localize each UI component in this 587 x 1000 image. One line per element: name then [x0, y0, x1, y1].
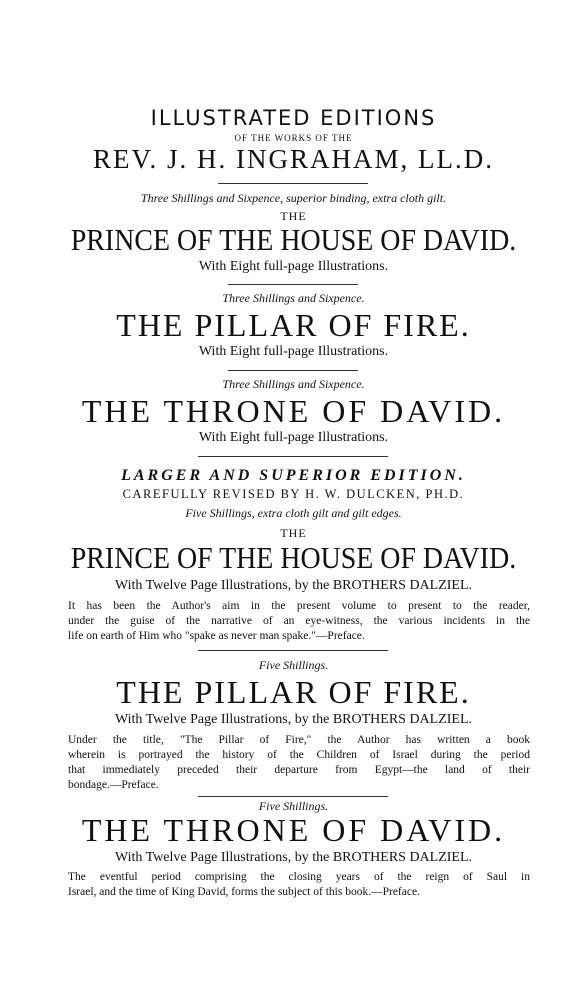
- book6-blurb: [68, 870, 530, 900]
- header-illustrated-editions: ILLUSTRATED EDITIONS: [150, 106, 437, 130]
- divider-rule: [198, 796, 388, 797]
- blurb-line: bondage.—Preface.: [68, 779, 159, 791]
- book1-illustrations: With Eight full-page Illustrations.: [198, 259, 389, 274]
- book4-illustrations: With Twelve Page Illustrations, by the BROTHERS DALZIEL.: [114, 578, 473, 593]
- book4-the: THE: [280, 526, 307, 540]
- header-of-the-works: OF THE WORKS OF THE: [234, 133, 353, 143]
- book6-price: Five Shillings.: [258, 799, 329, 813]
- blurb-line: The eventful period comprising the closing years of the reign of Saul in: [68, 871, 530, 883]
- blurb-line: It has been the Author's aim in the present volume to present to the reader,: [68, 600, 530, 612]
- blurb-line: wherein is portrayed the history of the Children of Israel during the period: [68, 749, 530, 761]
- divider-rule: [198, 456, 388, 457]
- book4-title: PRINCE OF THE HOUSE OF DAVID.: [70, 540, 517, 575]
- book6-illustrations: With Twelve Page Illustrations, by the BROTHERS DALZIEL.: [114, 850, 473, 865]
- book5-illustrations: With Twelve Page Illustrations, by the BROTHERS DALZIEL.: [114, 712, 473, 727]
- book5-price: Five Shillings.: [258, 658, 329, 672]
- blurb-line: under the guise of the narrative of an eye-witness, the various incidents in the: [68, 615, 530, 627]
- header-author: REV. J. H. INGRAHAM, LL.D.: [92, 144, 494, 174]
- book1-price: Three Shillings and Sixpence, superior binding, extra cloth gilt.: [140, 191, 447, 205]
- book3-illustrations: With Eight full-page Illustrations.: [198, 430, 389, 445]
- book6-title: THE THRONE OF DAVID.: [81, 812, 506, 848]
- blurb-line: Israel, and the time of King David, forms the subject of this book.—Preface.: [68, 886, 420, 898]
- book3-price: Three Shillings and Sixpence.: [222, 377, 365, 391]
- book3-title: THE THRONE OF DAVID.: [81, 393, 506, 429]
- blurb-line: life on earth of Him who "spake as never man spake."—Preface.: [68, 630, 365, 642]
- blurb-line: that immediately preceded their departure from Egypt—the land of their: [68, 764, 530, 776]
- book5-blurb: [68, 733, 530, 793]
- superior-heading: LARGER AND SUPERIOR EDITION.: [121, 467, 466, 484]
- book1-title: PRINCE OF THE HOUSE OF DAVID.: [70, 222, 517, 257]
- divider-rule: [198, 650, 388, 651]
- book2-illustrations: With Eight full-page Illustrations.: [198, 344, 389, 359]
- book2-title: THE PILLAR OF FIRE.: [116, 307, 471, 343]
- divider-rule: [228, 370, 358, 371]
- blurb-line: Under the title, "The Pillar of Fire," the Author has written a book: [68, 734, 530, 746]
- superior-price: Five Shillings, extra cloth gilt and gilt edges.: [185, 506, 402, 520]
- superior-revised: CAREFULLY REVISED BY H. W. DULCKEN, PH.D.: [122, 487, 465, 501]
- divider-rule: [218, 183, 368, 184]
- book5-title: THE PILLAR OF FIRE.: [116, 674, 471, 710]
- book4-blurb: [68, 599, 530, 644]
- book1-the: THE: [280, 209, 307, 223]
- book2-price: Three Shillings and Sixpence.: [222, 291, 365, 305]
- divider-rule: [228, 284, 358, 285]
